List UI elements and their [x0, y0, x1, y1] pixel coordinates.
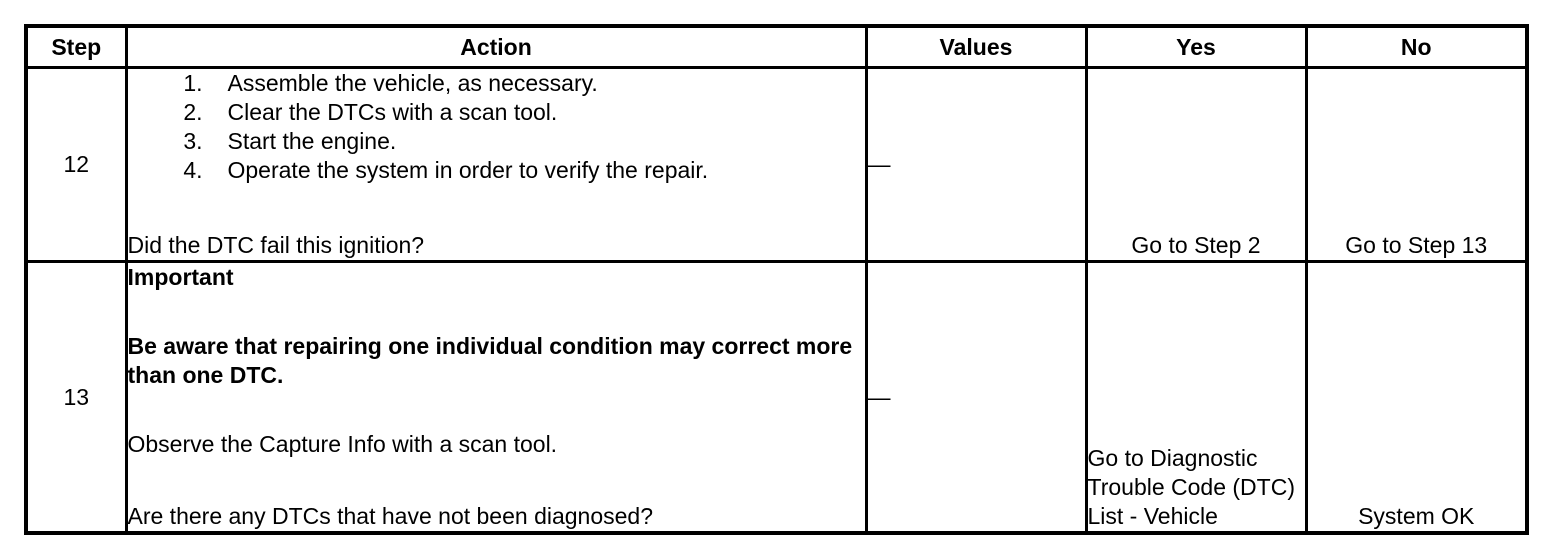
list-item-number: 3.: [183, 128, 203, 154]
yes-answer: Go to Step 2: [1086, 68, 1306, 262]
header-values: Values: [866, 26, 1086, 68]
important-label: Important: [127, 264, 234, 290]
table-row-step-13: [26, 262, 1527, 534]
action-steps-list: [128, 69, 865, 185]
action-question: Did the DTC fail this ignition?: [127, 232, 425, 258]
action-cell: [126, 68, 866, 262]
action-instruction: Observe the Capture Info with a scan tool.: [127, 431, 558, 457]
important-note: Be aware that repairing one individual condition may correct more than one DTC.: [127, 333, 853, 388]
diagnostic-table: [24, 24, 1529, 535]
list-item: [128, 127, 865, 156]
values-cell: —: [866, 262, 1086, 534]
values-cell: —: [866, 68, 1086, 262]
list-item-text: Start the engine.: [227, 128, 397, 154]
list-item-text: Operate the system in order to verify the repair.: [227, 157, 709, 183]
list-item: [128, 98, 865, 127]
no-answer: Go to Step 13: [1306, 68, 1527, 262]
list-item-text: Assemble the vehicle, as necessary.: [227, 70, 598, 96]
header-no: No: [1306, 26, 1527, 68]
header-yes: Yes: [1086, 26, 1306, 68]
action-cell: [126, 262, 866, 534]
yes-answer: Go to Diagnostic Trouble Code (DTC) List - Vehicle: [1086, 262, 1306, 534]
no-answer: System OK: [1306, 262, 1527, 534]
list-item-number: 4.: [183, 157, 203, 183]
header-action: Action: [126, 26, 866, 68]
action-question: Are there any DTCs that have not been diagnosed?: [127, 503, 654, 529]
list-item-number: 1.: [183, 70, 203, 96]
list-item: [128, 156, 865, 185]
header-row: [26, 26, 1527, 68]
list-item: [128, 69, 865, 98]
table-row-step-12: [26, 68, 1527, 262]
list-item-number: 2.: [183, 99, 203, 125]
header-step: Step: [26, 26, 126, 68]
step-number: 13: [26, 262, 126, 534]
list-item-text: Clear the DTCs with a scan tool.: [227, 99, 558, 125]
step-number: 12: [26, 68, 126, 262]
